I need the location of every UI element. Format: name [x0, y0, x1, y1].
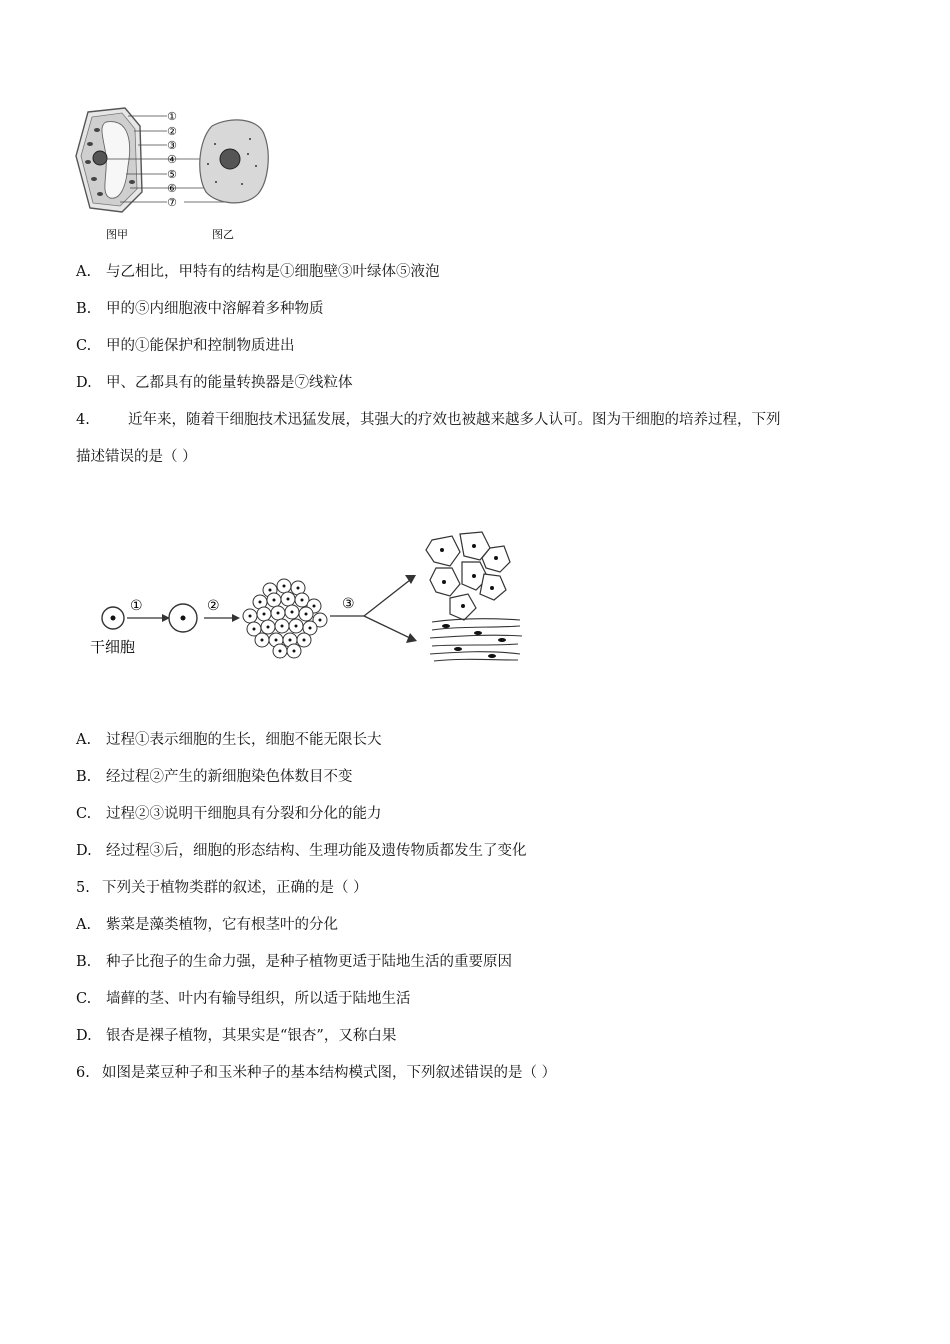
q5-stem: 5. 下列关于植物类群的叙述，正确的是（ ） [76, 880, 368, 896]
cell-label-3: ③ [167, 139, 177, 152]
q3-option-b: B. 甲的⑤内细胞液中溶解着多种物质 [76, 301, 324, 317]
q5-number: 5. [76, 880, 90, 896]
q4-number: 4. [76, 412, 90, 428]
step-2-label: ② [207, 598, 220, 614]
q3-option-c: C. 甲的①能保护和控制物质进出 [76, 338, 295, 354]
epithelial-cells [426, 532, 510, 620]
stem-cell-label: 干细胞 [90, 638, 136, 656]
q6-number: 6. [76, 1065, 90, 1081]
plant-nucleus [93, 151, 107, 165]
cell-label-4: ④ [167, 153, 177, 166]
cell-label-7: ⑦ [167, 196, 177, 209]
q5-option-d: D. 银杏是裸子植物，其果实是“银杏”，又称白果 [76, 1028, 397, 1044]
q5-option-c: C. 墙藓的茎、叶内有输导组织，所以适于陆地生活 [76, 991, 411, 1007]
q4-option-d: D. 经过程③后，细胞的形态结构、生理功能及遗传物质都发生了变化 [76, 843, 527, 859]
cell-label-5: ⑤ [167, 168, 177, 181]
step-3-label: ③ [342, 596, 355, 612]
cell-structure-figure [70, 104, 280, 244]
q4-stem-line1: 4. 近年来，随着干细胞技术迅猛发展，其强大的疗效也被越来越多人认可。图为干细胞的培养过程，下列 [76, 412, 781, 428]
cell-label-2: ② [167, 125, 177, 138]
q4-option-a: A. 过程①表示细胞的生长，细胞不能无限长大 [76, 732, 382, 748]
q3-option-d: D. 甲、乙都具有的能量转换器是⑦线粒体 [76, 375, 353, 391]
stem-cell-figure [80, 528, 530, 668]
cell-label-6: ⑥ [167, 182, 177, 195]
q4-option-c: C. 过程②③说明干细胞具有分裂和分化的能力 [76, 806, 382, 822]
q5-option-b: B. 种子比孢子的生命力强，是种子植物更适于陆地生活的重要原因 [76, 954, 512, 970]
cell-label-1: ① [167, 110, 177, 123]
q6-stem: 6. 如图是菜豆种子和玉米种子的基本结构模式图，下列叙述错误的是（ ） [76, 1065, 557, 1081]
q4-option-b: B. 经过程②产生的新细胞染色体数目不变 [76, 769, 353, 785]
cell-cluster [243, 579, 327, 658]
q4-stem-line2: 描述错误的是（ ） [76, 449, 197, 465]
animal-nucleus [220, 149, 240, 169]
caption-figure-a: 图甲 [106, 228, 128, 241]
caption-figure-b: 图乙 [212, 228, 234, 241]
q3-option-a: A. 与乙相比，甲特有的结构是①细胞壁③叶绿体⑤液泡 [76, 264, 440, 280]
step-1-label: ① [130, 598, 143, 614]
q5-option-a: A. 紫菜是藻类植物，它有根茎叶的分化 [76, 917, 338, 933]
